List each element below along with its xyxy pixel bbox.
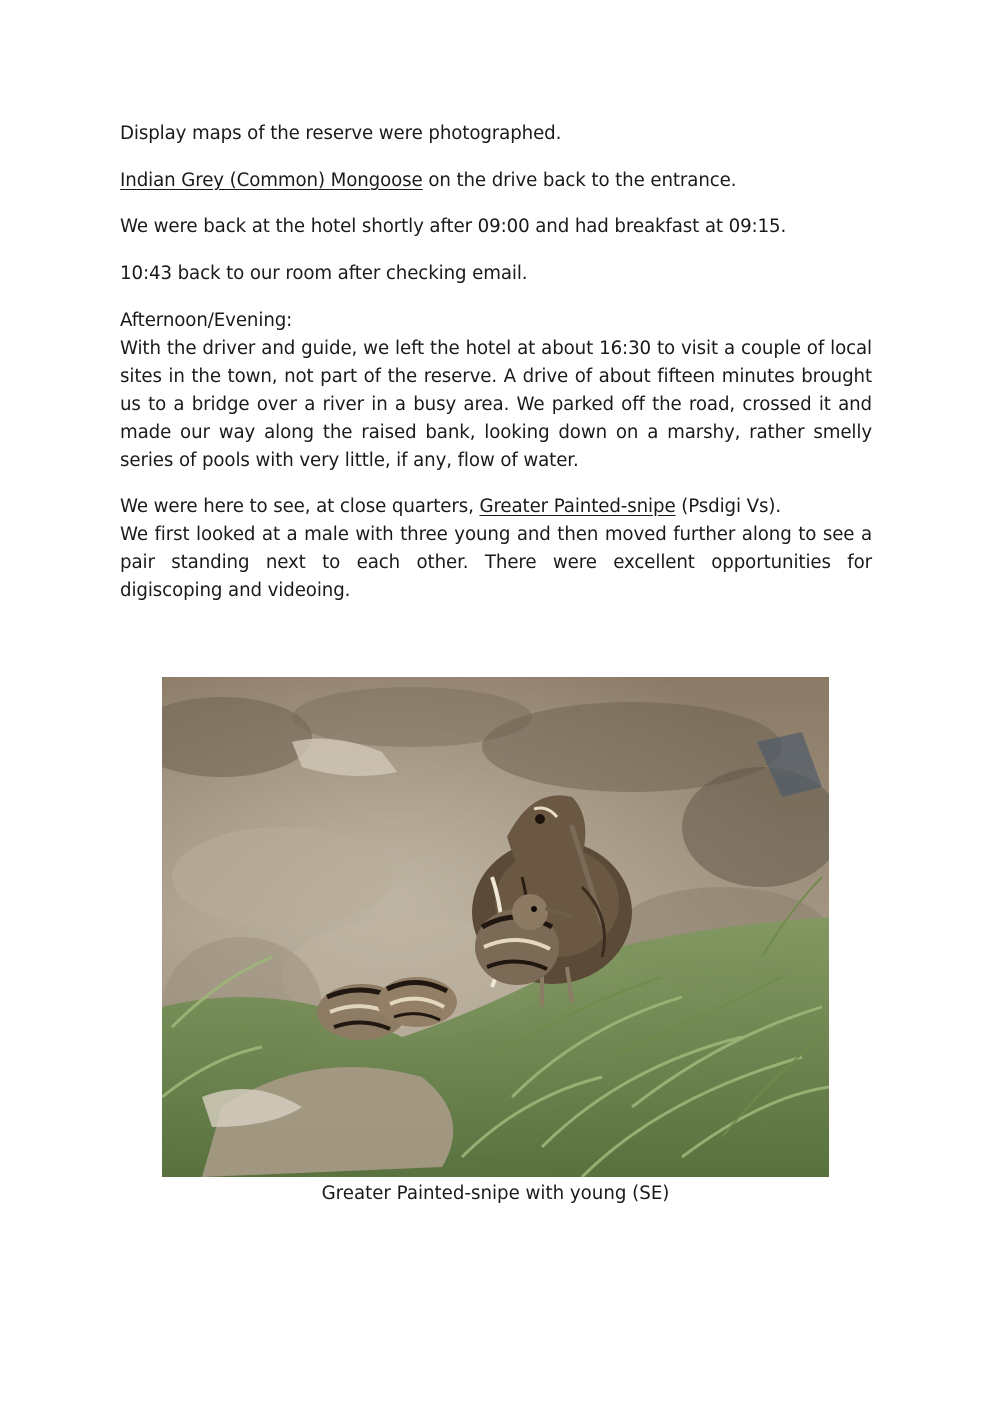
paragraph-pre: We were here to see, at close quarters, [120,496,480,517]
bird-photo [162,677,829,1177]
paragraph-snipe [120,493,872,605]
species-link-mongoose: Indian Grey (Common) Mongoose [120,170,423,191]
paragraph-afternoon [120,307,872,475]
paragraph-text: With the driver and guide, we left the hotel at about 16:30 to visit a couple of local sites in the town, not part of the reserve. A drive of about fifteen minutes brought us to a bridge over a river in a busy area. We parked off the road, crossed it and made our way along the raised bank, looking down on a marshy, rather smelly series of pools with very little, if any, flow of water. [120,338,872,471]
paragraph-text [120,167,872,195]
paragraph-rest: on the drive back to the entrance. [422,170,737,191]
paragraph-text: Display maps of the reserve were photographed. [120,123,562,144]
paragraph-text: 10:43 back to our room after checking email. [120,263,528,284]
paragraph-text [120,493,872,521]
paragraph-room [120,260,872,288]
paragraph-text: We first looked at a male with three young and then moved further along to see a pair standing next to each other. There were excellent opportunities for digiscoping and videoing. [120,524,872,601]
paragraph-post: (Psdigi Vs). [675,496,782,517]
section-heading: Afternoon/Evening: [120,310,293,331]
species-link-painted-snipe: Greater Painted-snipe [479,496,676,517]
paragraph-text: We were back at the hotel shortly after 09:00 and had breakfast at 09:15. [120,216,787,237]
paragraph-hotel [120,213,872,241]
photo-caption: Greater Painted-snipe with young (SE) [321,1183,670,1204]
paragraph-display-maps [120,120,872,148]
paragraph-mongoose [120,167,872,195]
